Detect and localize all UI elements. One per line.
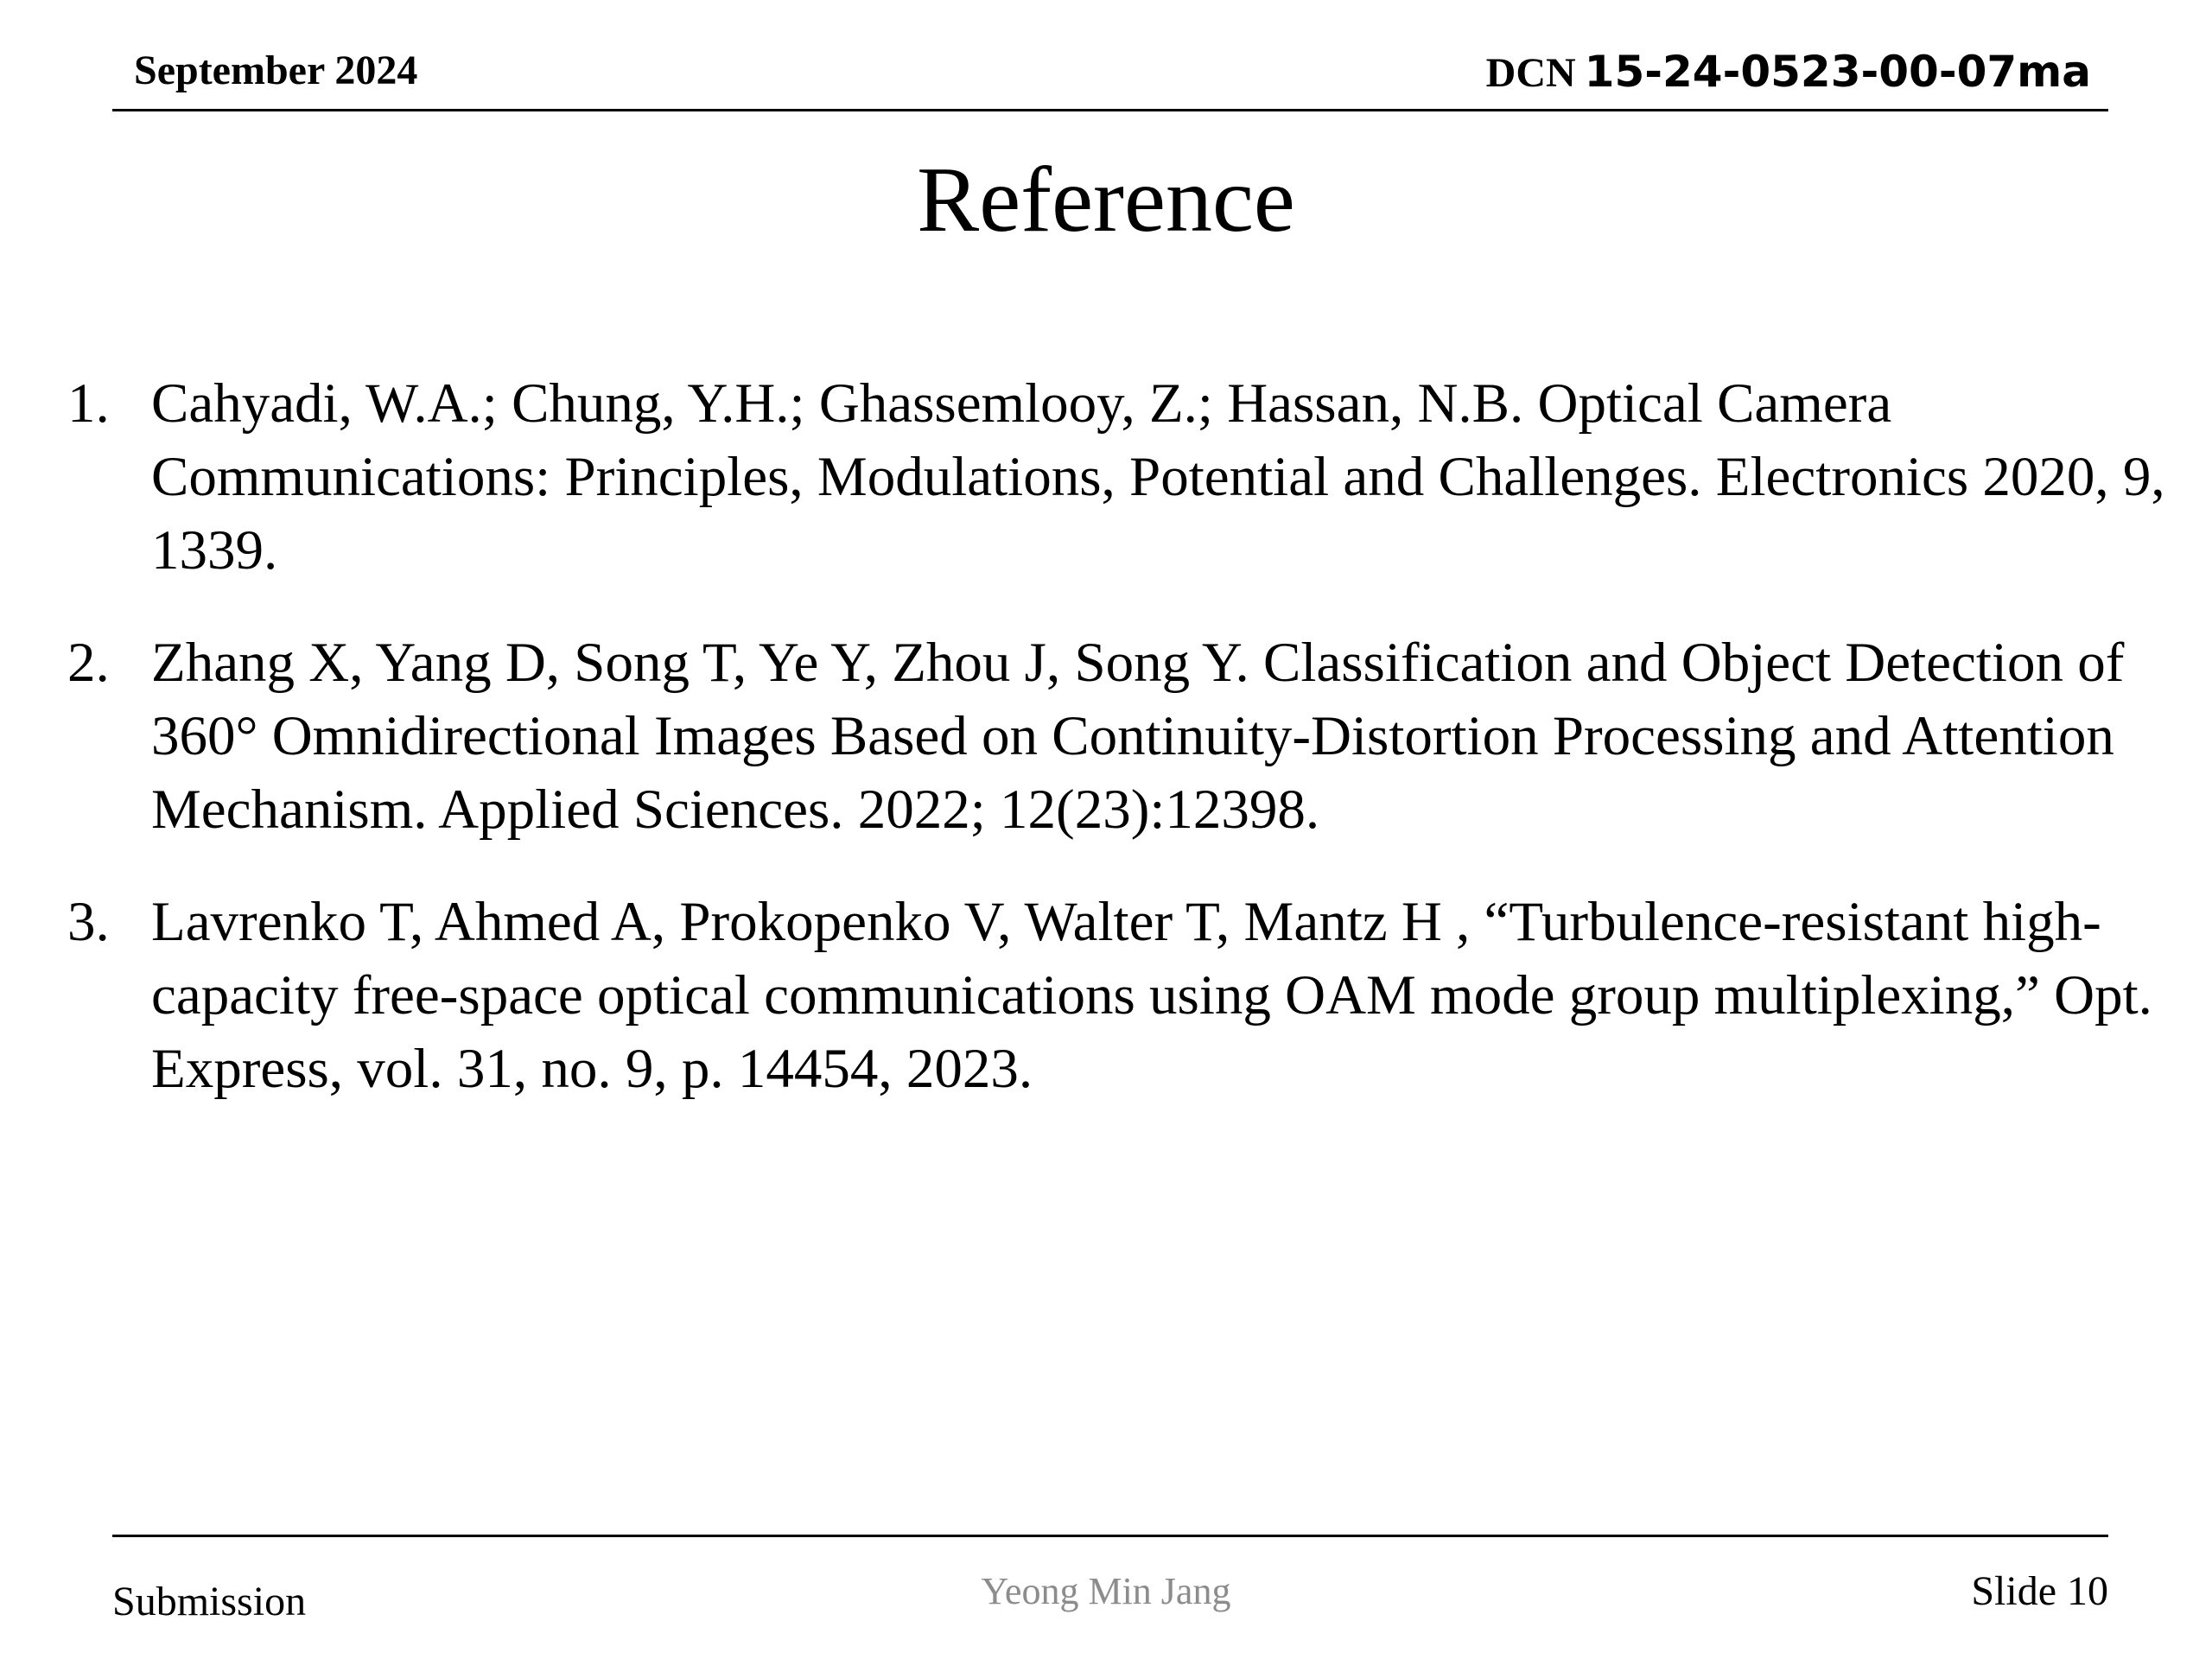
reference-text: Cahyadi, W.A.; Chung, Y.H.; Ghassemlooy, Z.; Hassan, N.B. Optical Camera Communications: Principles, Modulations, Potential and Challenges. Electronics 2020, 9, 1339. [151, 372, 2165, 582]
reference-number: 1. [67, 372, 110, 435]
reference-text: Zhang X, Yang D, Song T, Ye Y, Zhou J, Song Y. Classification and Object Detection of 360° Omnidirectional Images Based on Continuity-Distortion Processing and Attention Mechanism. Applied Sciences. 2022; 12(23):12398. [151, 632, 2125, 841]
reference-number: 3. [67, 891, 110, 953]
reference-list [60, 367, 2169, 1145]
reference-number: 2. [67, 632, 110, 694]
header-dcn [1485, 47, 2091, 97]
reference-item-2 [60, 626, 2169, 847]
footer-slide-number: Slide 10 [1971, 1568, 2108, 1614]
dcn-prefix: DCN [1485, 50, 1576, 96]
reference-item-1 [60, 367, 2169, 588]
dcn-number: 15-24-0523-00-07ma [1584, 47, 2091, 97]
reference-item-3 [60, 886, 2169, 1106]
header-divider [112, 109, 2108, 111]
footer-author: Yeong Min Jang [981, 1570, 1231, 1612]
header-date: September 2024 [134, 48, 418, 93]
footer-submission: Submission [112, 1579, 307, 1624]
footer-divider [112, 1535, 2108, 1537]
reference-text: Lavrenko T, Ahmed A, Prokopenko V, Walter T, Mantz H , “Turbulence-resistant high-capacity free-space optical communications using OAM mode group multiplexing,” Opt. Express, vol. 31, no. 9, p. 14454, 2023. [151, 891, 2152, 1100]
slide-title: Reference [917, 149, 1295, 251]
